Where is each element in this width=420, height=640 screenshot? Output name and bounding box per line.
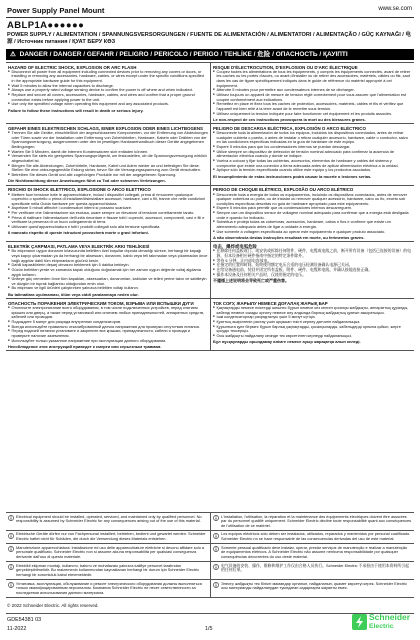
hazard-list-item: ■ Подождите 5 минут для разряда внутренних конденсаторов. — [8, 320, 208, 325]
info-circle-icon — [8, 582, 14, 588]
hazard-list-item: ■ Осы жабдықты пайдалану кезінде тек көрсетілген кернеуді пайдаланыңыз. — [213, 334, 412, 339]
hazard-cell — [210, 63, 414, 123]
hazard-consequence: A não observância destas instruções resultará em morte, ou ferimentos graves. — [213, 234, 365, 240]
hazard-list — [8, 131, 208, 178]
hazard-list-item: ■ Espere 5 minutos para que los condensadores internos se puedan descargar. — [213, 145, 412, 150]
info-circle-icon — [8, 515, 14, 521]
hazard-cell — [210, 186, 414, 242]
logo-text-line1: Schneider — [369, 612, 411, 622]
hazard-cell — [6, 299, 210, 350]
note-cell — [210, 531, 414, 543]
hazard-consequence: Die Nichtbeachtung dieser Anweisungen führt zu Tod oder schweren Verletzungen. — [8, 178, 166, 184]
hazard-list-item: ■ Перед подачей питания установите и закрепите все крышки, принадлежности, кабели и провода и проверьте наличие заземления. — [8, 329, 208, 338]
model-number: ABLP1A●●●●●● — [7, 20, 85, 31]
hazard-list-item: ■ Қақпақтарды немесе есіктерді шешпес бұрын немесе кез келген қосалқы жабдықты, аппараттық құралды, кабелді немесе сымды орнату немесе алу алдында барлық жабдықтың қуатын ажыратыңыз. — [213, 306, 412, 315]
note-text: Electrical equipment should be installed, operated, serviced, and maintained only by qualified personnel. No responsibility is assumed by Schneider Electric for any consequences arising out of the use of this material. — [16, 513, 202, 524]
note-text: Somente pessoal qualificado deve instalar, operar, prestar serviços de manutenção e realizar a manutenção de equipamentos elétricos. A Schneider Electric não assume nenhuma responsabilidade por quaisquer consequências decorrentes do uso deste material. — [221, 544, 408, 560]
hazard-title: PERIGO DE CHOQUE ELÉTRICO, EXPLOSÃO OU ARCO ELÉTRICO — [213, 187, 354, 193]
hazard-list-item: ■ Replace and secure all covers, accessories, hardware, cables, and wires and confirm that a proper ground connection exists before applying power to the unit. — [8, 93, 208, 102]
note-text: L'installation, l'utilisation, la réparation et la maintenance des équipements électriques doivent être assurées par du personnel qualifié uniquement. Schneider Electric décline toute responsabilité quant aux conséquences de l'utilisation de ce matériel. — [221, 513, 412, 528]
note-cell — [210, 562, 414, 579]
hazard-title: ELEKTRİK ÇARPMASI, PATLAMA VEYA ELEKTRİK ARKI TEHLİKESİ — [8, 243, 150, 249]
hazard-cell — [210, 242, 414, 298]
note-row — [6, 544, 414, 562]
info-circle-icon — [213, 533, 219, 539]
hazard-list — [8, 193, 208, 230]
hazard-list — [213, 193, 412, 235]
note-cell — [6, 531, 210, 543]
hazard-list — [213, 249, 412, 277]
hazard-list-item: ■ Desconecte toda la alimentación de todos los equipos, incluidos los dispositivos conectados, antes de retirar cualquier cubierta o puerta, o antes de instalar o retirar cualquier accesorio, hardware, cable o conductor, salvo en las condiciones específicas indicadas en la guía de hardware de este equipo. — [213, 131, 412, 145]
header-divider — [6, 17, 414, 18]
hazard-list — [8, 70, 208, 107]
info-circle-icon — [213, 515, 219, 521]
info-circle-icon — [8, 546, 14, 552]
hazard-list-item: ■ Utilice siempre un dispositivo de detección de tensión nominal adecuado para confirmar la ausencia de alimentación eléctrica cuando y donde se indique. — [213, 150, 412, 159]
warning-triangle-icon: ⚠ — [10, 51, 16, 58]
info-circle-icon — [213, 564, 219, 570]
hazard-row — [6, 63, 414, 124]
hazard-list-item: ■ 在指定的位置和时间，始终使用额定电压合适的电压检测设备确认电源已关闭。 — [213, 263, 412, 268]
hazard-list-item: ■ Use somente a voltagem especificada ao operar este equipamento e qualquer produto associado. — [213, 230, 412, 235]
hazard-consequence: Le non-respect de ces instructions provoquera la mort ou des blessures graves. — [213, 116, 366, 122]
note-cell — [6, 562, 210, 579]
hazard-grid — [6, 62, 414, 351]
hazard-row — [6, 186, 414, 243]
hazard-consequence: Il mancato rispetto di queste istruzioni provocherà morte o gravi infortuni. — [8, 230, 149, 236]
note-row — [6, 562, 414, 580]
hazard-list-item: ■ Per verificare che l'alimentazione sia esclusa, usare sempre un rilevatore di tensione correttamente tarato. — [8, 211, 208, 216]
hazard-list-item: ■ Use only the specified voltage when operating this equipment and any associated products. — [8, 102, 208, 107]
hazard-list-item: ■ Substitua e proteja todas as coberturas, acessórios, hardware, cabos e fios e confirme que existe um aterramento adequado antes de ligar a unidade à energia. — [213, 220, 412, 229]
hazard-list-item: ■ Mettere fuori tensione tutte le apparecchiature, inclusi i dispositivi collegati, prima di rimuovere qualunque coperchio o sportello o prima di installare/disinstallare accessori, hardware, cavi o fili, tranne che nelle condizioni specificate nella Guida hardware per questa apparecchiatura. — [8, 193, 208, 207]
hazard-title: PELIGRO DE DESCARGA ELÉCTRICA, EXPLOSIÓN O ARCO ELÉCTRICO — [213, 125, 366, 131]
info-circle-icon — [8, 564, 14, 570]
hazard-list-item: ■ Vuelva a colocar y fijar todas las cubiertas, accesorios, elementos de hardware y cables del sistema y compruebe que existe una conexión a tierra adecuada antes de aplicar alimentación eléctrica a la unidad. — [213, 159, 412, 168]
note-text: Elektrische Geräte dürfen nur von Fachpersonal installiert, betrieben, bedient und gewartet werden. Schneider Electric haftet nicht für Schäden, die durch die Verwendung dieses Materials entstehen. — [16, 531, 206, 542]
note-row — [6, 531, 414, 544]
note-cell — [6, 513, 210, 530]
note-text: Установка, эксплуатация, обслуживание и ремонт электрического оборудования должны выполняться только квалифицированным персоналом. Компания Schneider Electric не несет ответственности за последствия использования данного материала. — [16, 580, 202, 596]
hazard-cell — [6, 124, 210, 184]
hazard-list-item: ■ Espere 5 minutos para permitir que os condensadores internos descarreguem. — [213, 206, 412, 211]
hazard-list-item: ■ Aplique sólo la tensión especificada cuando utilice este equipo y los productos asociados. — [213, 168, 412, 173]
page-number: 1/5 — [205, 626, 213, 632]
hazard-list-item: ■ Sempre use um dispositivo sensor de voltagem nominal adequado para confirmar que a energia está desligada onde e quando for indicado. — [213, 211, 412, 220]
hazard-list-item: ■ Отключите электропитание всего оборудования, в том числе подключенных устройств, перед снятием крышек или дверц, а также перед установкой или снятием любых принадлежностей, аппаратных средств, кабелей или проводов. — [8, 306, 208, 320]
hazard-list-item: ■ Betreiben Sie dieses Gerät und alle zugehörigen Produkte nur mit der angegebenen Spannung. — [8, 173, 208, 178]
hazard-consequence: Бұл нұсқауларды орындамау өлімге немесе ауыр жарақатқа алып келеді. — [213, 339, 361, 345]
note-text: 电气设备的安装、操作、维修和维护工作仅由合格人员执行。Schneider Electric 不承担由于使用本资料所引起的任何后果。 — [221, 562, 410, 573]
hazard-list-item: ■ Utilizzare quest'apparecchiatura e tutti i prodotti collegati solo alla tensione specificata. — [8, 225, 208, 230]
hazard-list-item: ■ 在给设备通电前，装回并固定所有盖板、附件、硬件、电缆和电线，并确认接地连接正确。 — [213, 268, 412, 273]
logo-mark-icon — [352, 614, 367, 630]
hazard-list-item: ■ Verwenden Sie stets ein geeignetes Spannungsprüfgerät, um festzustellen, ob die Spannungsversorgung wirklich abgeschaltet ist. — [8, 154, 208, 163]
hazard-list-item: ■ 在移除任何盖板或门、或安装或拆除任何附件、硬件、电缆或电线之前，断开所有设备（包括已连接的设备）的电源，但本设备相应硬件指南中指定的特定条件除外。 — [213, 249, 412, 258]
info-circle-icon — [213, 546, 219, 552]
hazard-list-item: ■ Utilisez uniquement la tension indiquée pour faire fonctionner cet équipement et les produits associés. — [213, 112, 412, 117]
hazard-cell — [6, 186, 210, 242]
hazard-list — [8, 306, 208, 343]
note-text: Los equipos eléctricos sólo deben ser instalados, utilizados, reparados y mantenidos por personal cualificado. Schneider Electric no se hace responsable de las consecuencias derivadas del uso de este material. — [221, 531, 411, 542]
product-subtitle: POWER SUPPLY / ALIMENTATION / SPANNUNGSVERSORGUNGEN / FUENTE DE ALIMENTACIÓN / ALIMENTATORI / ALIMENTAÇÃO / GÜÇ KAYNAĞI / 电源 / Источник питания / ҚУАТ БЕРУ КӨЗ — [7, 32, 412, 46]
hazard-list-item: ■ Prima di riattivare l'alimentazione dell'unità rimontare e fissare tutti i coperchi, accessori, componenti, cavi e fili e verificare la presenza di un buon collegamento di terra. — [8, 216, 208, 225]
hazard-cell — [6, 242, 210, 298]
info-circle-icon — [213, 582, 219, 588]
hazard-consequence: Bu talimatlara uyulmaması, ölüm veya ciddi yaralanmaya neden olur. — [8, 291, 139, 297]
hazard-list-item: ■ Ішкі конденсаторлар разрядталуы үшін 5 минут күтіңіз. — [213, 315, 412, 320]
logo-text-line2: Electric — [369, 623, 394, 630]
note-text: Elektrikli ekipman montajı, kullanımı, bakımı ve muhafazası yalnızca kalifiye personel tarafından gerçekleştirilmelidir. Bu malzemenin kullanımından kaynaklanan herhangi bir durum için Schneider Electric herhangi bir sorumluluk kabul etmemektedir. — [16, 562, 200, 578]
hazard-list-item: ■ Всегда используйте правильно откалиброванный датчик напряжения для проверки отсутствия питания. — [8, 325, 208, 330]
hazard-consequence: Несоблюдение этих инструкций приведет к смерти или серьезным травмам. — [8, 343, 162, 349]
hazard-list-item: ■ Bu ekipmanın uygun donanım kılavuzunda belirtilen özel koşullar dışında olmadığı sürece, herhangi bir kapağı veya kapıyı çıkarmadan ya da herhangi bir aksesuarı, donanımı, kablo veya teli takımadan veya çıkarmadan önce bağlı aygıtlar dahil tüm ekipmanların gücünü kesin. — [8, 249, 208, 263]
hazard-title: HAZARD OF ELECTRIC SHOCK, EXPLOSION OR ARC FLASH — [8, 64, 137, 70]
doc-header-title: Power Supply Panel Mount — [7, 6, 105, 15]
hazard-list-item: ■ Dahili kapasitörlerin deşarj olmasını beklemek için 5 dakika bekleyin. — [8, 263, 208, 268]
hazard-list-item: ■ Üniteye güç vermeden önce tüm kapakları, aksesuarları, donanımları, kabloları ve telleri yerine takın ve sabitleyin ve düzgün bir toprak bağlantısı olduğundan emin olun. — [8, 277, 208, 286]
hazard-list-item: ■ Bringen Sie alle Abdeckungen, Zubehörteile, Hardware, Kabel und Adern wieder an und befestigen Sie diese. Stellen Sie eine ordnungsgemäße Erdung sicher, bevor Sie die Versorgungsspannung zum Gerät einschalten. — [8, 164, 208, 173]
hazard-cell — [210, 299, 414, 350]
note-cell — [6, 580, 210, 597]
hazard-list-item: ■ Attendre 5 minutes pour permettre aux condensateurs internes de se décharger. — [213, 88, 412, 93]
document-number: GDE54381 03 — [7, 617, 42, 623]
note-text: Manutenzione apparecchiatura: installazione ed uso delle apparecchiature elettriche si devono affidare solo a personale qualificato. Schneider Electric non si assume alcuna responsabilità per qualsiasi conseguenza derivante dall'uso di questo materiale. — [16, 544, 205, 560]
hazard-consequence: 不遵循上述说明将会导致死亡或严重伤害。 — [213, 277, 289, 283]
hazard-list-item: ■ Warten Sie 5 Minuten, damit die internen Kondensatoren sich entladen können. — [8, 150, 208, 155]
hazard-list-item: ■ Gücün belirtilen yerde ve zamanda kapalı olduğunu doğrulamak için her zaman uygun değerde voltaj algılama aygıtı kullanın. — [8, 268, 208, 277]
note-cell — [210, 544, 414, 561]
hazard-row — [6, 124, 414, 185]
hazard-list-item: ■ Bu ekipmanı ve ilgili ürünleri çalıştırırken yalnızca belirtilen voltajı kullanın. — [8, 286, 208, 291]
hazard-list-item: ■ 操作本设备及任何相关产品时，仅使用指定的电压。 — [213, 273, 412, 278]
hazard-list — [8, 249, 208, 291]
hazard-list-item: ■ Disconnect all power from all equipment including connected devices prior to removing any covers or doors, or installing or removing any accessories, hardware, cables, or wires except under the specific conditions specified in the appropriate hardware guide for this equipment. — [8, 70, 208, 84]
note-cell — [210, 580, 414, 597]
hazard-list-item: ■ 等待 5 分钟，让内部电容放电。 — [213, 259, 412, 264]
hazard-list — [213, 306, 412, 339]
danger-banner — [6, 49, 414, 60]
info-circle-icon — [8, 533, 14, 539]
hazard-consequence: El incumplimiento de estas instrucciones podrá causar la muerte o lesiones serias. — [213, 173, 372, 179]
hazard-list-item: ■ Remettez en place et fixez tous les caches de protection, accessoires, matériels, câbles et fils et vérifiez que l'appareil est bien relié à la terre avant de le remettre sous tension. — [213, 102, 412, 111]
hazard-title: RISQUE D'ÉLECTROCUTION, D'EXPLOSION OU D'ARC ÉLECTRIQUE — [213, 64, 358, 70]
hazard-list — [213, 131, 412, 173]
hazard-list-item: ■ Desconecte toda a energia de todos os equipamentos, incluindo os dispositivos conectados, antes de remover qualquer cobertura ou porta, ou de instalar ou remover qualquer acessório, hardware, cabo ou fio, exceto sob condições específicas descritas no guia de hardware apropriado para este equipamento. — [213, 193, 412, 207]
hazard-list — [213, 70, 412, 117]
hazard-title: 电击、爆炸或电弧危险 — [213, 243, 257, 249]
hazard-list-item: ■ Wait 5 minutes to allow the internal capacitors to discharge. — [8, 84, 208, 89]
schneider-electric-logo — [352, 612, 412, 636]
hazard-title: GEFAHR EINES ELEKTRISCHEN SCHLAGS, EINER EXPLOSION ODER EINES LICHTBOGENS — [8, 125, 203, 131]
website-url: www.se.com — [378, 6, 412, 12]
notes-grid — [6, 512, 414, 598]
hazard-list-item: ■ Используйте только указанное напряжение при эксплуатации данного оборудования. — [8, 339, 208, 344]
hazard-list-item: ■ Trennen Sie alle Geräte, einschließlich der angeschlossenen Komponenten, vor der Entfernung von Abdeckungen oder Türen sowie vor der Installation oder Entfernung von Zubehörteilen, Hardware, Kabeln oder Drähten von der Spannungsversorgung, ausgenommen unter den im jeweiligen Hardwarehandbuch dieser Geräte angegebenen Bedingungen. — [8, 131, 208, 150]
hazard-list-item: ■ Coupez toutes les alimentations de tous les équipements, y compris les équipements connectés, avant de retirer les caches ou les portes d'accès, ou avant d'installer ou de retirer des accessoires, matériels, câbles ou fils, sauf dans les cas de figure spécifiquement indiqués dans le guide de référence du matériel approprié à cet équipement. — [213, 70, 412, 89]
note-row — [6, 513, 414, 531]
hazard-title: ТОК СОҒУ, ЖАРЫЛУ НЕМЕСЕ ДОҒАЛАҚ ЖАРЫҚ БАР — [213, 300, 328, 306]
hazard-title: ОПАСНОСТЬ ПОРАЖЕНИЯ ЭЛЕКТРИЧЕСКИМ ТОКОМ, ВЗРЫВА ИЛИ ВСПЫШКИ ДУГИ — [8, 300, 194, 306]
hazard-title: RISCHIO DI SHOCK ELETTRICO, ESPLOSIONE O ARCO ELETTRICO — [8, 187, 151, 193]
hazard-list-item: ■ Aspettare 5 minuti affinché i condensatori interni si possano scaricare. — [8, 206, 208, 211]
note-row — [6, 580, 414, 598]
hazard-cell — [210, 124, 414, 184]
hazard-list-item: ■ Utilisez toujours un appareil de mesure de tension réglé correctement pour vous assurer que l'alimentation est coupée conformément aux indications. — [213, 93, 412, 102]
document-date: 11-2022 — [7, 626, 27, 632]
note-text: Электр жабдықты тек білікті мамандар орнатып, пайдаланып, қызмет көрсетуі керек. Schneider Electric осы материалды пайдаланудан туындаған садарларға жауапты емес. — [221, 580, 407, 591]
hazard-cell — [6, 63, 210, 123]
hazard-row — [6, 242, 414, 299]
note-cell — [210, 513, 414, 530]
note-cell — [6, 544, 210, 561]
hazard-list-item: ■ Қуаттың өшірілгенін растау үшін әрқашан тиісті кернеу датчигін пайдаланыңыз. — [213, 320, 412, 325]
hazard-list-item: ■ Құрылғыға қуат бермес бұрын барлық қақпақтарды, қосалқыларды, кабельдерді орнына қойып, жерге қосуды тексеріңіз. — [213, 325, 412, 334]
hazard-consequence: Failure to follow these instructions will result in death or serious injury. — [8, 107, 144, 113]
hazard-list-item: ■ Always use a properly rated voltage sensing device to confirm the power is off where and when indicated. — [8, 88, 208, 93]
danger-banner-text: DANGER / DANGER / GEFAHR / PELIGRO / PERICOLO / PERIGO / TEHLİKE / 危险 / ОПАСНОСТЬ / ҚАУІПТІ — [19, 51, 348, 58]
copyright-notice: © 2022 Schneider Electric. All rights reserved. — [7, 603, 99, 608]
hazard-row — [6, 299, 414, 351]
